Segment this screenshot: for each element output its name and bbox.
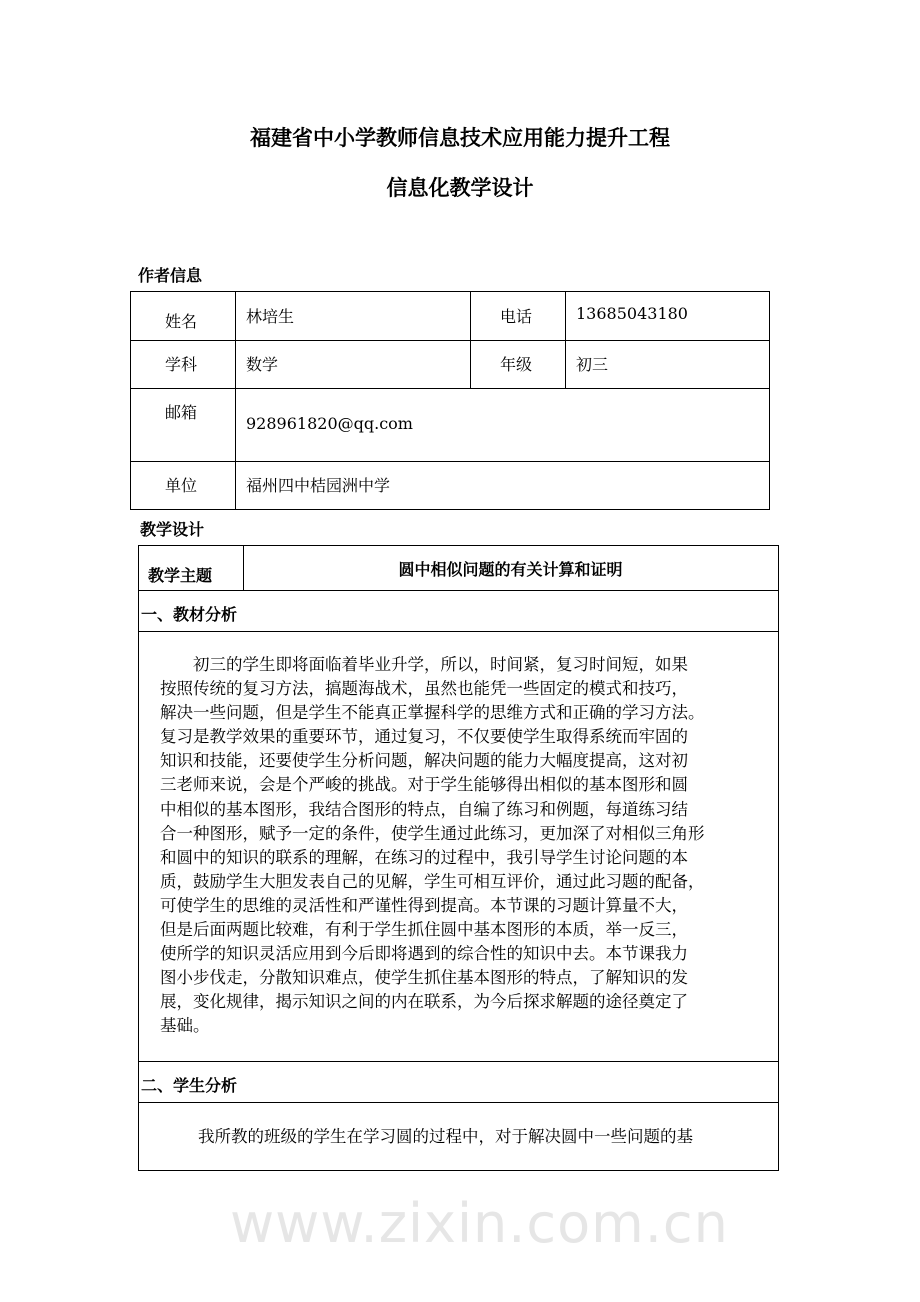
subject-label: 学科: [165, 355, 198, 374]
document-subtitle: 信息化教学设计: [386, 176, 534, 200]
section-heading-students: 二、学生分析: [141, 1076, 238, 1095]
text-line: 基础。: [160, 1016, 210, 1036]
topic-label: 教学主题: [148, 566, 213, 585]
student-analysis-text: [160, 1125, 760, 1149]
email-value: 928961820@qq.com: [246, 414, 413, 433]
grade-label: 年级: [500, 355, 533, 374]
text-line: 展，变化规律，揭示知识之间的内在联系，为今后探求解题的途径奠定了: [160, 992, 688, 1012]
table-border: [130, 509, 770, 510]
table-border: [470, 291, 471, 389]
table-border: [138, 545, 779, 546]
text-line: 图小步伐走，分散知识难点，使学生抓住基本图形的特点，了解知识的发: [160, 968, 688, 988]
table-border: [778, 545, 779, 1171]
table-border: [130, 461, 770, 462]
document-title: 福建省中小学教师信息技术应用能力提升工程: [250, 126, 670, 150]
grade-value: 初三: [576, 355, 609, 374]
text-line: 使所学的知识灵活应用到今后即将遇到的综合性的知识中去。本节课我力: [160, 944, 688, 964]
table-border: [130, 291, 770, 292]
table-border: [130, 388, 770, 389]
table-border: [130, 340, 770, 341]
text-line: 解决一些问题，但是学生不能真正掌握科学的思维方式和正确的学习方法。: [160, 703, 705, 723]
materials-analysis-text: [160, 653, 760, 1039]
table-border: [138, 631, 779, 632]
table-border: [235, 291, 236, 510]
table-border: [138, 1102, 779, 1103]
section-heading-materials: 一、教材分析: [141, 605, 238, 624]
table-border: [769, 291, 770, 510]
text-line: 三老师来说，会是个严峻的挑战。对于学生能够得出相似的基本图形和圆: [160, 775, 688, 795]
table-border: [138, 545, 139, 1171]
table-border: [138, 1061, 779, 1062]
text-line: 中相似的基本图形，我结合图形的特点，自编了练习和例题，每道练习结: [160, 799, 688, 819]
topic-value: 圆中相似问题的有关计算和证明: [398, 560, 623, 579]
unit-label: 单位: [165, 476, 198, 495]
unit-value: 福州四中桔园洲中学: [246, 476, 391, 495]
text-line: 初三的学生即将面临着毕业升学，所以，时间紧，复习时间短，如果: [193, 655, 688, 674]
text-line: 按照传统的复习方法，搞题海战术，虽然也能凭一些固定的模式和技巧，: [160, 679, 688, 699]
phone-label: 电话: [500, 307, 533, 326]
author-section-heading: 作者信息: [138, 266, 203, 285]
text-line: 但是后面两题比较难，有利于学生抓住圆中基本图形的本质，举一反三，: [160, 920, 688, 940]
table-border: [138, 590, 779, 591]
table-border: [565, 291, 566, 389]
subject-value: 数学: [246, 355, 279, 374]
text-line: 和圆中的知识的联系的理解，在练习的过程中，我引导学生讨论问题的本: [160, 847, 688, 867]
email-label: 邮箱: [165, 403, 198, 422]
text-line: 知识和技能，还要使学生分析问题，解决问题的能力大幅度提高，这对初: [160, 751, 688, 771]
table-border: [138, 1170, 779, 1171]
watermark: www.zixin.com.cn: [230, 1192, 729, 1255]
table-border: [130, 291, 131, 510]
text-line: 我所教的班级的学生在学习圆的过程中，对于解决圆中一些问题的基: [198, 1127, 693, 1146]
text-line: 可使学生的思维的灵活性和严谨性得到提高。本节课的习题计算量不大，: [160, 895, 688, 915]
design-section-heading: 教学设计: [140, 520, 205, 539]
text-line: 质，鼓励学生大胆发表自己的见解，学生可相互评价，通过此习题的配备，: [160, 871, 705, 891]
text-line: 合一种图形，赋予一定的条件，使学生通过此练习，更加深了对相似三角形: [160, 823, 705, 843]
name-value: 林培生: [246, 307, 295, 326]
phone-value: 13685043180: [576, 304, 688, 323]
name-label: 姓名: [165, 312, 198, 331]
text-line: 复习是教学效果的重要环节，通过复习，不仅要使学生取得系统而牢固的: [160, 727, 688, 747]
